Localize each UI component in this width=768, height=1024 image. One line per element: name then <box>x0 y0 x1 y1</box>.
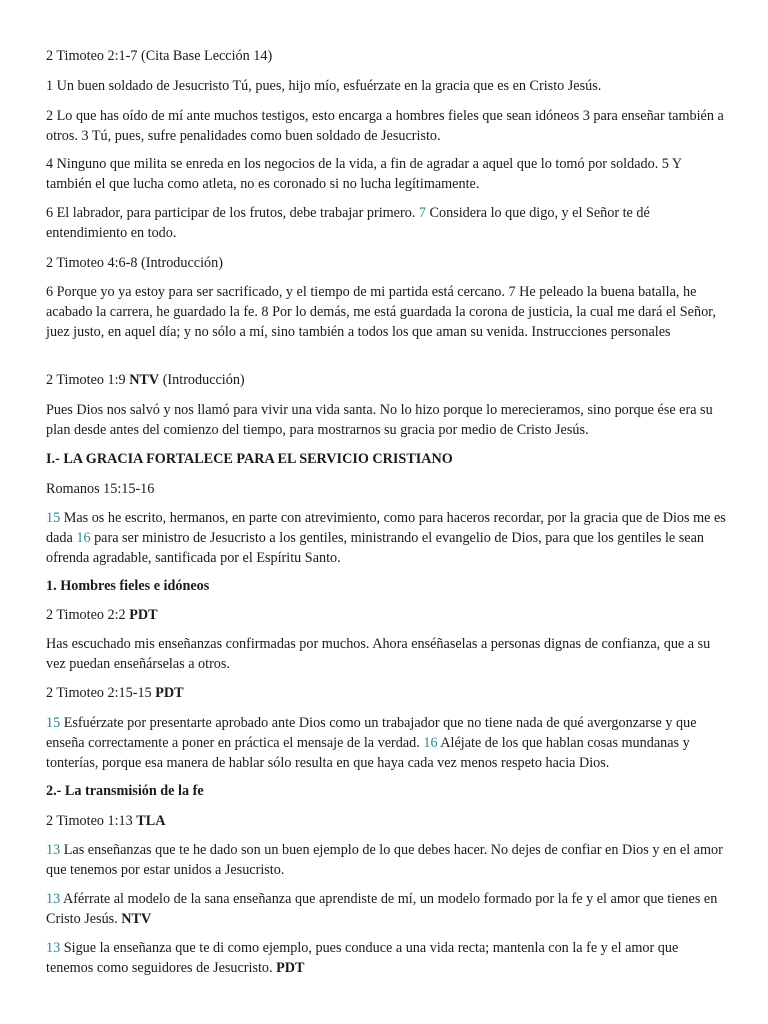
version-label: PDT <box>276 960 305 976</box>
paragraph-verses-4-5 <box>46 154 728 194</box>
verse-text: 4 Ninguno que milita se enreda en los negocios de la vida, a fin de agradar a aquel que lo tomó por soldado. 5 Y también el que lucha como atleta, no es coronado si no lucha legítimamente. <box>46 156 682 192</box>
verse-text: para ser ministro de Jesucristo a los gentiles, ministrando el evangelio de Dios, para que los gentiles le sean ofrenda agradable, santificada por el Espíritu Santo. <box>46 530 704 566</box>
reference-text: 2 Timoteo 2:2 <box>46 607 130 623</box>
subheading-2 <box>46 781 728 801</box>
verse-text: Pues Dios nos salvó y nos llamó para vivir una vida santa. No lo hizo porque lo merecieramos, sino porque ése era su plan desde antes del comienzo del tiempo, para mostrarnos su gracia por medio de Cristo Jesús. <box>46 402 713 438</box>
verse-text: Aférrate al modelo de la sana enseñanza que aprendiste de mí, un modelo formado por la fe y el amor que tienes en Cristo Jesús. <box>46 891 718 927</box>
verse-text: 1 Un buen soldado de Jesucristo Tú, pues, hijo mío, esfuérzate en la gracia que es en Cristo Jesús. <box>46 78 602 94</box>
heading-text: I.- LA GRACIA FORTALECE PARA EL SERVICIO CRISTIANO <box>46 451 453 467</box>
verse-text: Aléjate de los que hablan cosas mundanas y tonterías, porque esa manera de hablar sólo resulta en que haya cada vez menos respeto hacia Dios. <box>46 735 690 771</box>
reference-ntv <box>46 370 728 390</box>
reference-tla <box>46 811 728 831</box>
version-label: NTV <box>129 372 160 388</box>
verse-number: 15 <box>46 510 61 526</box>
verse-number: 13 <box>46 842 61 858</box>
verse-text: Mas os he escrito, hermanos, en parte con atrevimiento, como para haceros recordar, por la gracia que de Dios me es dada <box>46 510 726 546</box>
paragraph-verse-1 <box>46 76 728 96</box>
verse-text: Has escuchado mis enseñanzas confirmadas por muchos. Ahora enséñaselas a personas dignas de confianza, que a su vez puedan enseñárselas a otros. <box>46 636 711 672</box>
version-label: PDT <box>155 685 184 701</box>
verse-number: 16 <box>423 735 438 751</box>
version-label: PDT <box>129 607 158 623</box>
verse-number: 7 <box>418 205 426 221</box>
reference-romanos <box>46 479 728 499</box>
paragraph-verses-6-7 <box>46 203 728 243</box>
paragraph-tla <box>46 840 728 880</box>
reference-base <box>46 46 728 66</box>
verse-number: 13 <box>46 891 61 907</box>
paragraph-ntv-2 <box>46 889 728 929</box>
reference-text: Romanos 15:15-16 <box>46 481 155 497</box>
paragraph-ntv-text <box>46 400 728 440</box>
verse-text: Considera lo que digo, y el Señor te dé entendimiento en todo. <box>46 205 650 241</box>
verse-text: 6 Porque yo ya estoy para ser sacrificado, y el tiempo de mi partida está cercano. 7 He peleado la buena batalla, he acabado la carrera, he guardado la fe. 8 Por lo demás, me está guardada la corona de justicia, la cual me dará el Señor, juez justo, en aquel día; y no sólo a mí, sino también a todos los que aman su venida. Instrucciones personales <box>46 284 716 340</box>
reference-suffix: (Introducción) <box>159 372 245 388</box>
reference-text: 2 Timoteo 1:13 <box>46 813 137 829</box>
version-label: TLA <box>136 813 166 829</box>
heading-text: 2.- La transmisión de la fe <box>46 783 204 799</box>
paragraph-romanos <box>46 508 728 568</box>
verse-text: 6 El labrador, para participar de los frutos, debe trabajar primero. <box>46 205 416 221</box>
reference-text: 2 Timoteo 4:6-8 (Introducción) <box>46 255 223 271</box>
paragraph-verses-2-3 <box>46 106 728 146</box>
paragraph-verses-6-8 <box>46 282 728 342</box>
section-heading-1 <box>46 449 728 469</box>
verse-number: 15 <box>46 715 61 731</box>
paragraph-pdt-1 <box>46 634 728 674</box>
verse-text: Sigue la enseñanza que te di como ejemplo, pues conduce a una vida recta; mantenla con la fe y el amor que tenemos como seguidores de Jesucristo. <box>46 940 679 976</box>
verse-text: 2 Lo que has oído de mí ante muchos testigos, esto encarga a hombres fieles que sean idóneos 3 para enseñar también a otros. 3 Tú, pues, sufre penalidades como buen soldado de Jesucristo. <box>46 108 724 144</box>
reference-introduction <box>46 253 728 273</box>
version-label: NTV <box>121 911 152 927</box>
reference-text: 2 Timoteo 2:1-7 (Cita Base Lección 14) <box>46 48 273 64</box>
paragraph-pdt-2 <box>46 713 728 773</box>
verse-number: 16 <box>76 530 91 546</box>
heading-text: 1. Hombres fieles e idóneos <box>46 578 210 594</box>
subheading-1 <box>46 576 728 596</box>
reference-pdt-1 <box>46 605 728 625</box>
paragraph-pdt-3 <box>46 938 728 978</box>
reference-text: 2 Timoteo 1:9 <box>46 372 130 388</box>
verse-text: Las enseñanzas que te he dado son un buen ejemplo de lo que debes hacer. No dejes de confiar en Dios y en el amor que tenemos por estar unidos a Jesucristo. <box>46 842 723 878</box>
verse-number: 13 <box>46 940 61 956</box>
verse-text: Esfuérzate por presentarte aprobado ante Dios como un trabajador que no tiene nada de qué avergonzarse y que enseña correctamente a poner en práctica el mensaje de la verdad. <box>46 715 697 751</box>
reference-pdt-2 <box>46 683 728 703</box>
reference-text: 2 Timoteo 2:15-15 <box>46 685 156 701</box>
